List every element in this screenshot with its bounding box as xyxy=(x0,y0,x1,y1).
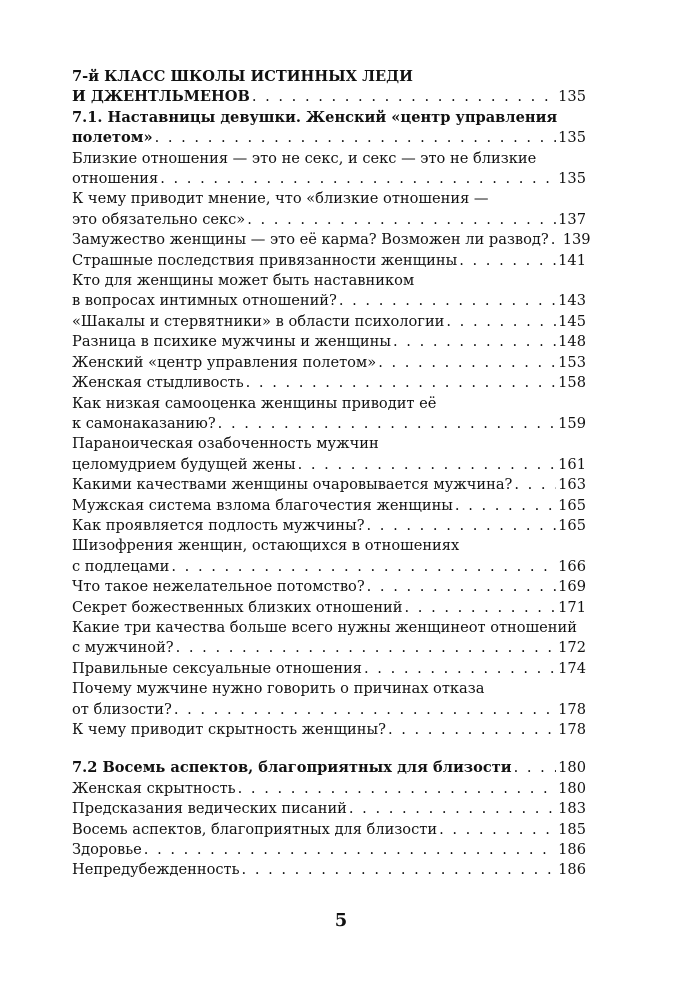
toc-entry-page: 165 xyxy=(558,516,586,534)
toc-entry-title: отношения xyxy=(72,170,159,188)
dot-leader xyxy=(439,820,556,840)
toc-entry-page: 166 xyxy=(558,557,586,575)
toc-entry xyxy=(72,312,586,332)
toc-entry-title: в вопросах интимных отношений? xyxy=(72,292,337,310)
dot-leader xyxy=(238,779,557,799)
toc-entry xyxy=(72,353,586,373)
page-number: 5 xyxy=(334,910,348,931)
toc-entry-page: 141 xyxy=(558,251,586,269)
toc-entry-title: К чему приводит мнение, что «близкие отношения — xyxy=(72,190,489,208)
toc-entry-page: 172 xyxy=(558,639,586,657)
toc-entry-title: полетом» xyxy=(72,129,153,147)
toc-entry xyxy=(72,720,586,740)
toc-entry-page: 135 xyxy=(558,170,586,188)
toc-entry xyxy=(72,475,586,495)
toc-entry-title: от близости? xyxy=(72,700,172,718)
toc-entry xyxy=(72,577,586,597)
toc-entry-title: Параноическая озабоченность мужчин xyxy=(72,435,379,453)
dot-leader xyxy=(160,169,556,189)
toc-entry-title: Непредубежденность xyxy=(72,861,240,879)
toc-entry xyxy=(72,434,586,475)
toc-entry xyxy=(72,394,586,435)
toc-entry-page: 148 xyxy=(558,333,586,351)
toc-entry-page: 143 xyxy=(558,292,586,310)
dot-leader xyxy=(405,598,557,618)
toc-entry xyxy=(72,779,586,799)
toc-entry-page: 180 xyxy=(558,779,586,797)
toc-entry xyxy=(72,149,586,190)
toc-entry xyxy=(72,799,586,819)
toc-entry-page: 165 xyxy=(558,496,586,514)
toc-entry-section-7-1 xyxy=(72,108,586,149)
toc-entry-title: К чему приводит скрытность женщины? xyxy=(72,721,386,738)
dot-leader xyxy=(252,87,556,107)
toc-entry-title: Какими качествами женщины очаровывается мужчина? xyxy=(72,476,513,494)
toc-entry-section-7 xyxy=(72,67,586,108)
table-of-contents xyxy=(72,67,591,881)
toc-entry-title: Как проявляется подлость мужчины? xyxy=(72,516,365,534)
toc-entry-title: Что такое нежелательное потомство? xyxy=(72,578,365,596)
toc-entry xyxy=(72,332,586,352)
toc-entry xyxy=(72,230,591,250)
toc-entry-page: 163 xyxy=(558,476,586,494)
toc-entry xyxy=(72,516,586,536)
toc-entry-section-7-2 xyxy=(72,758,586,778)
dot-leader xyxy=(176,638,557,658)
toc-entry-title: И ДЖЕНТЛЬМЕНОВ xyxy=(72,88,250,106)
dot-leader xyxy=(393,332,556,352)
toc-entry-title: 7.1. Наставницы девушки. Женский «центр управления xyxy=(72,108,558,126)
toc-entry-page: 183 xyxy=(558,800,586,818)
toc-entry xyxy=(72,373,586,393)
dot-leader xyxy=(388,720,556,740)
toc-entry-title: это обязательно секс» xyxy=(72,210,246,228)
toc-entry-title: Здоровье xyxy=(72,841,142,859)
toc-entry-page: 180 xyxy=(558,759,586,777)
toc-entry-page: 186 xyxy=(558,861,586,879)
toc-entry-page: 178 xyxy=(558,700,586,718)
section-gap xyxy=(72,740,586,758)
toc-entry-title: с подлецами xyxy=(72,557,170,575)
dot-leader xyxy=(459,251,556,271)
toc-entry-title: Восемь аспектов, благоприятных для близости xyxy=(72,820,438,838)
dot-leader xyxy=(218,414,556,434)
dot-leader xyxy=(364,659,556,679)
toc-entry-title: Как низкая самооценка женщины приводит её xyxy=(72,394,437,412)
dot-leader xyxy=(378,353,556,373)
toc-entry-title: 7-й КЛАСС ШКОЛЫ ИСТИННЫХ ЛЕДИ xyxy=(72,68,413,85)
toc-entry-title: Какие три качества больше всего нужны женщинеот отношений xyxy=(72,618,577,636)
toc-entry xyxy=(72,840,586,860)
dot-leader xyxy=(367,577,556,597)
toc-entry-page: 139 xyxy=(562,231,591,249)
toc-entry-title: к самонаказанию? xyxy=(72,414,216,432)
toc-entry-page: 174 xyxy=(558,659,586,677)
toc-entry-title: с мужчиной? xyxy=(72,639,174,657)
toc-entry xyxy=(72,496,586,516)
toc-entry xyxy=(72,860,586,880)
toc-entry xyxy=(72,598,586,618)
toc-entry-page: 135 xyxy=(558,129,586,147)
toc-entry-page: 137 xyxy=(558,210,586,228)
dot-leader xyxy=(367,516,557,536)
toc-entry-page: 145 xyxy=(558,312,586,330)
toc-entry-title: Замужество женщины — это её карма? Возможен ли развод? xyxy=(72,231,549,249)
dot-leader xyxy=(349,799,556,819)
toc-entry xyxy=(72,820,586,840)
toc-entry-page: 169 xyxy=(558,578,586,596)
dot-leader xyxy=(551,230,561,250)
toc-entry-title: Правильные сексуальные отношения xyxy=(72,659,363,677)
dot-leader xyxy=(174,700,556,720)
dot-leader xyxy=(339,291,556,311)
toc-entry xyxy=(72,536,586,577)
toc-entry-title: Кто для женщины может быть наставником xyxy=(72,272,415,290)
toc-entry-page: 153 xyxy=(558,353,586,371)
toc-entry-title: Мужская система взлома благочестия женщины xyxy=(72,496,453,514)
dot-leader xyxy=(246,373,557,393)
toc-entry-title: Секрет божественных близких отношений xyxy=(72,598,403,616)
dot-leader xyxy=(298,455,557,475)
dot-leader xyxy=(247,210,556,230)
toc-entry-title: Шизофрения женщин, остающихся в отношениях xyxy=(72,537,460,555)
toc-entry-page: 161 xyxy=(558,455,586,473)
toc-entry-page: 158 xyxy=(558,374,586,392)
dot-leader xyxy=(455,496,556,516)
toc-entry xyxy=(72,679,586,720)
toc-entry xyxy=(72,618,586,659)
toc-entry-title: Почему мужчине нужно говорить о причинах отказа xyxy=(72,680,485,698)
toc-entry-page: 185 xyxy=(558,820,586,838)
dot-leader xyxy=(171,557,556,577)
toc-entry-page: 186 xyxy=(558,841,586,859)
toc-entry-title: Страшные последствия привязанности женщины xyxy=(72,251,458,269)
toc-entry-title: «Шакалы и стервятники» в области психологии xyxy=(72,312,445,330)
toc-entry-page: 159 xyxy=(558,414,586,432)
toc-entry-title: Разница в психике мужчины и женщины xyxy=(72,333,392,351)
toc-entry-page: 178 xyxy=(558,721,586,738)
toc-entry-title: Близкие отношения — это не секс, и секс — это не близкие xyxy=(72,149,537,167)
toc-list-7-2 xyxy=(72,779,586,881)
toc-entry-title: Женская стыдливость xyxy=(72,374,244,392)
toc-entry-title: Предсказания ведических писаний xyxy=(72,800,347,818)
toc-entry xyxy=(72,251,586,271)
toc-entry-title: целомудрием будущей жены xyxy=(72,455,296,473)
dot-leader xyxy=(242,860,557,880)
dot-leader xyxy=(144,840,556,860)
toc-entry-page: 135 xyxy=(558,88,586,106)
toc-list-7-1 xyxy=(72,149,591,741)
dot-leader xyxy=(514,475,556,495)
dot-leader xyxy=(514,758,557,778)
toc-entry-title: 7.2 Восемь аспектов, благоприятных для близости xyxy=(72,759,512,777)
toc-entry xyxy=(72,271,586,312)
toc-entry xyxy=(72,659,586,679)
toc-entry-title: Женская скрытность xyxy=(72,779,236,797)
toc-entry-page: 171 xyxy=(558,598,586,616)
toc-entry-title: Женский «центр управления полетом» xyxy=(72,353,377,371)
dot-leader xyxy=(446,312,556,332)
dot-leader xyxy=(155,128,557,148)
toc-entry xyxy=(72,189,586,230)
